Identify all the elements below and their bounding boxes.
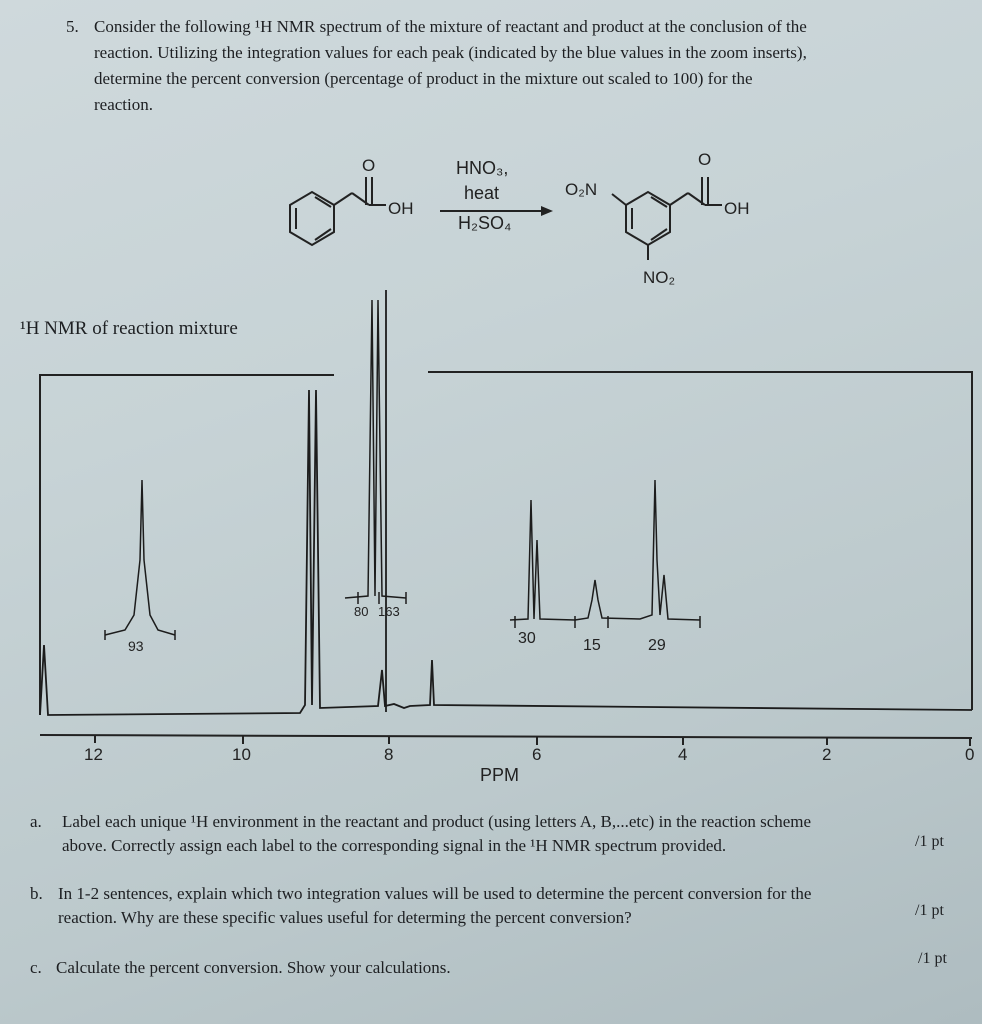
spectrum-frame-right [428,372,972,710]
x-tick-label: 2 [822,745,832,764]
spectrum-trace [40,290,972,715]
part-a-line-2: above. Correctly assign each label to the corresponding signal in the ¹H NMR spectrum provided. [62,836,727,855]
x-tick-label: 0 [965,745,975,764]
x-axis-tick-labels [84,745,974,764]
integration-value: 80 [354,604,369,619]
product-nitro-bond-top [612,194,626,205]
integration-value: 163 [378,604,400,619]
reaction-arrowhead [541,206,553,216]
part-a-points: /1 pt [915,833,944,850]
product-hydroxyl-label: OH [724,199,750,218]
x-tick-label: 4 [678,745,688,764]
x-tick-label: 8 [384,745,394,764]
part-c-letter: c. [30,958,42,977]
question-line-1: Consider the following ¹H NMR spectrum of the mixture of reactant and product at the conclusion of the [94,17,807,36]
question-line-4: reaction. [94,95,153,114]
question-line-3: determine the percent conversion (percentage of product in the mixture out scaled to 100) for the [94,69,753,88]
x-tick-label: 12 [84,745,103,764]
part-c-line-1: Calculate the percent conversion. Show your calculations. [56,958,451,977]
part-c-text [56,956,756,980]
reagent-sulfuric-acid: H₂SO₄ [458,213,512,233]
x-axis-line [40,735,972,738]
part-b-line-2: reaction. Why are these specific values useful for determing the percent conversion? [58,908,632,927]
integration-value: 15 [583,637,601,654]
product-nitro-group-bottom: NO₂ [643,268,676,287]
part-a-line-1: Label each unique ¹H environment in the reactant and product (using letters A, B,...etc) in the reaction scheme [62,812,812,831]
reactant-carbonyl-oxygen: O [362,156,376,175]
x-axis-title: PPM [480,765,520,785]
integration-value: 29 [648,637,666,654]
part-b-points: /1 pt [915,902,944,919]
integration-value: 30 [518,630,536,647]
zoom-inserts [105,300,700,640]
reactant-ch2-bond [334,193,352,205]
question-number: 5. [66,17,79,36]
reagent-nitric-acid: HNO₃, [456,158,509,178]
spectrum-baseline [40,390,972,715]
x-tick-label: 6 [532,745,542,764]
product-ch2-bond [670,193,688,205]
reagent-heat: heat [464,183,500,203]
part-b-line-1: In 1-2 sentences, explain which two integration values will be used to determine the percent conversion for the [58,884,812,903]
part-b-text [58,882,963,930]
part-c-points: /1 pt [918,950,947,967]
zoom-insert-product [510,480,700,620]
zoom-insert-aromatic [345,300,406,598]
zoom-insert-cooh [105,480,175,635]
reactant-structure [290,177,386,245]
part-a-text [62,810,962,858]
part-b-letter: b. [30,884,43,903]
product-carbonyl-oxygen: O [698,150,712,169]
spectrum-label: ¹H NMR of reaction mixture [20,318,238,339]
spectrum-frame [40,372,972,715]
product-structure [612,177,722,260]
question-line-2: reaction. Utilizing the integration values for each peak (indicated by the blue values in the zoom inserts), [94,43,807,62]
spectrum-frame-left [40,375,334,715]
product-nitro-group-top: O₂N [565,180,598,199]
integration-value: 93 [128,638,144,654]
part-a-letter: a. [30,812,42,831]
reactant-hydroxyl-label: OH [388,199,414,218]
x-tick-label: 10 [232,745,251,764]
